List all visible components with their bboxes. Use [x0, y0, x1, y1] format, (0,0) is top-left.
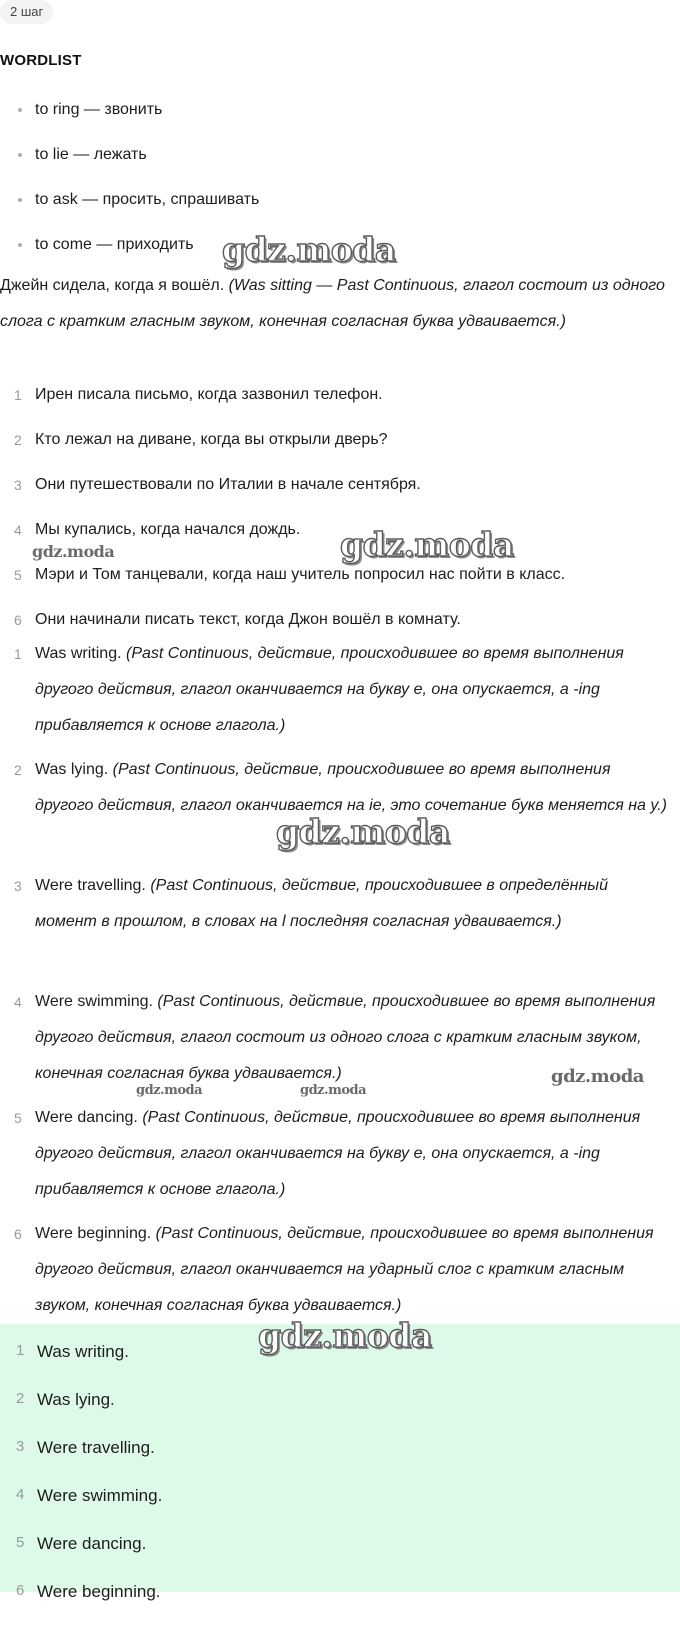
- explanation-text: Were beginning. (Past Continuous, действие, происходившее во время выполнения другого действия, глагол оканчивается на ударный слог с кратким гласным звуком, конечная согласная буква удваивается.): [35, 1225, 654, 1314]
- item-number: 6: [16, 1582, 25, 1599]
- item-number: 6: [14, 1226, 22, 1242]
- item-number: 2: [14, 762, 22, 778]
- item-number: 2: [14, 432, 22, 448]
- explanation-text: Were dancing. (Past Continuous, действие, происходившее во время выполнения другого действия, глагол оканчивается на букву e, она опускается, а -ing прибавляется к основе глагола.): [35, 1109, 641, 1198]
- bullet-icon: [18, 108, 22, 112]
- translation-text: Ирен писала письмо, когда зазвонил телефон.: [35, 386, 383, 403]
- translation-text: Мы купались, когда начался дождь.: [35, 521, 301, 538]
- translation-text: Мэри и Том танцевали, когда наш учитель попросил нас пойти в класс.: [35, 566, 566, 583]
- item-number: 1: [14, 646, 22, 662]
- translation-text: Они путешествовали по Италии в начале сентября.: [35, 476, 421, 493]
- item-number: 5: [14, 1110, 22, 1126]
- item-number: 2: [16, 1390, 25, 1407]
- watermark: gdz.moda: [300, 1083, 367, 1098]
- bullet-icon: [18, 198, 22, 202]
- explanation-text: Were travelling. (Past Continuous, действие, происходившее в определённый момент в прошлом, в словах на l последняя согласная удваивается.): [35, 877, 608, 930]
- item-number: 5: [16, 1534, 25, 1551]
- answer-text: Were swimming.: [37, 1486, 163, 1505]
- answer-text: Was writing.: [37, 1342, 129, 1361]
- answer-item: [0, 1482, 680, 1510]
- watermark: gdz.moda: [136, 1083, 203, 1098]
- watermark: gdz.moda: [276, 812, 450, 851]
- item-number: 4: [16, 1486, 25, 1503]
- item-number: 4: [14, 522, 22, 538]
- explanation-text: Was lying. (Past Continuous, действие, происходившее во время выполнения другого действия, глагол оканчивается на ie, это сочетание букв меняется на y.): [35, 761, 667, 814]
- translation-text: Кто лежал на диване, когда вы открыли дверь?: [35, 431, 388, 448]
- step-badge: 2 шаг: [0, 0, 53, 24]
- item-number: 3: [14, 477, 22, 493]
- answer-item: [0, 1386, 680, 1414]
- answers-block: [0, 1324, 680, 1601]
- watermark: gdz.moda: [32, 542, 115, 561]
- answer-text: Were travelling.: [37, 1438, 155, 1457]
- item-number: 3: [16, 1438, 25, 1455]
- item-number: 6: [14, 612, 22, 628]
- watermark: gdz.moda: [222, 230, 396, 269]
- intro-paragraph: [0, 268, 672, 340]
- answer-text: Were dancing.: [37, 1534, 147, 1553]
- bullet-icon: [18, 153, 22, 157]
- explanation-text: Was writing. (Past Continuous, действие, происходившее во время выполнения другого действия, глагол оканчивается на букву e, она опускается, а -ing прибавляется к основе глагола.): [35, 645, 624, 734]
- answer-item: [0, 1530, 680, 1558]
- answer-item: [0, 1434, 680, 1462]
- explanation-text: Were swimming. (Past Continuous, действие, происходившее во время выполнения другого действия, глагол состоит из одного слога с кратким гласным звуком, конечная согласная буква удваивается.): [35, 993, 656, 1082]
- intro-note: (Was sitting — Past Continuous, глагол состоит из одного слога с кратким гласным звуком, конечная согласная буква удваивается.): [0, 277, 665, 330]
- answer-text: Was lying.: [37, 1390, 115, 1409]
- watermark: gdz.moda: [551, 1066, 644, 1087]
- wordlist-title: WORDLIST: [0, 52, 82, 69]
- watermark: gdz.moda: [258, 1316, 432, 1355]
- item-number: 1: [14, 387, 22, 403]
- bullet-icon: [18, 243, 22, 247]
- intro-text: Джейн сидела, когда я вошёл.: [0, 277, 229, 294]
- answer-item: [0, 1578, 680, 1606]
- watermark: gdz.moda: [340, 525, 514, 564]
- item-number: 5: [14, 567, 22, 583]
- translation-text: Они начинали писать текст, когда Джон вошёл в комнату.: [35, 611, 461, 628]
- item-number: 1: [16, 1342, 25, 1359]
- answer-text: Were beginning.: [37, 1582, 161, 1601]
- item-number: 3: [14, 878, 22, 894]
- item-number: 4: [14, 994, 22, 1010]
